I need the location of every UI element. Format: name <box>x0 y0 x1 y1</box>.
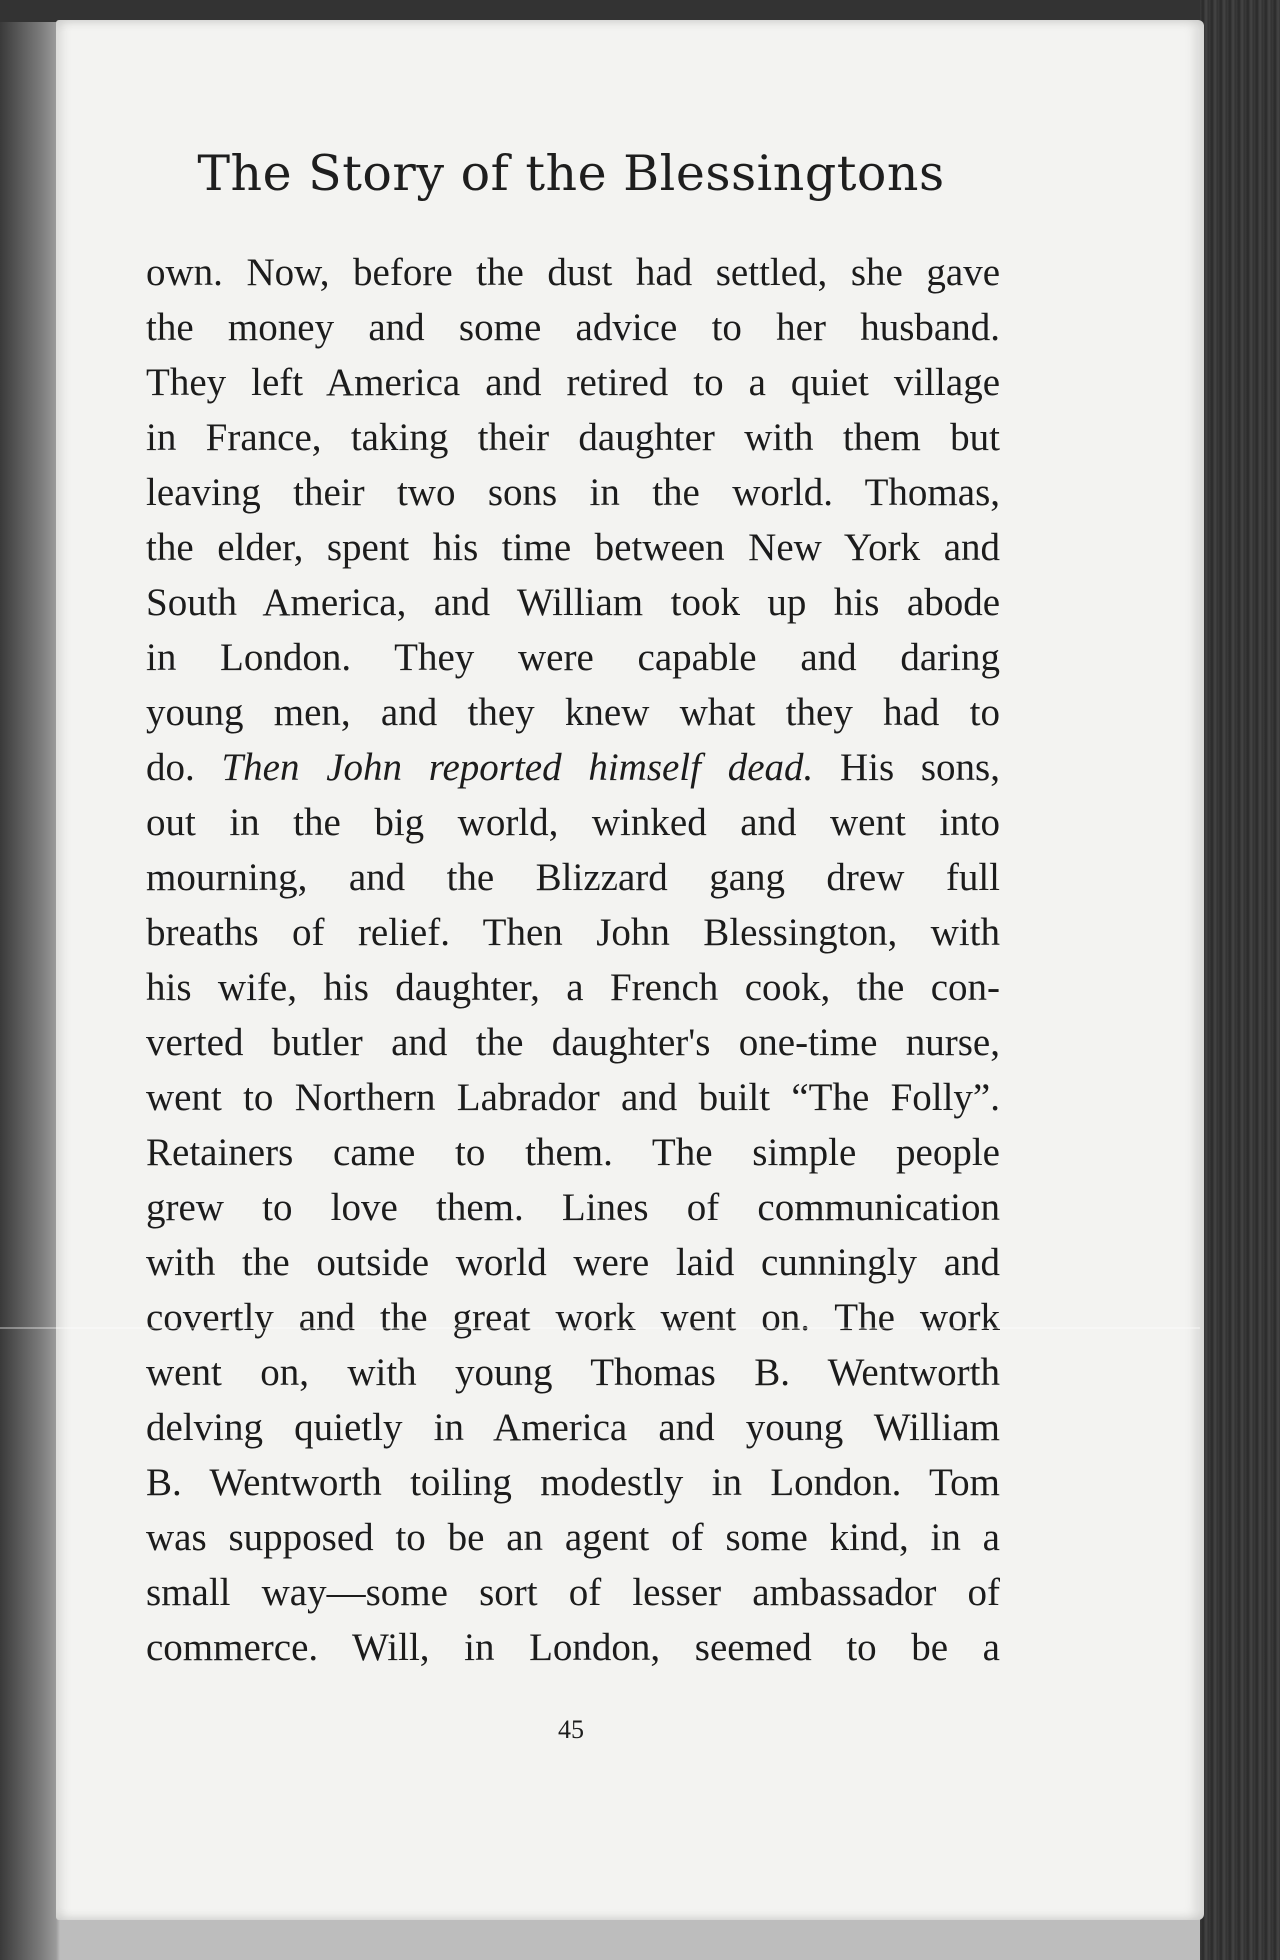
text-line: mourning, and the Blizzard gang drew full <box>146 856 1000 899</box>
text-line: young men, and they knew what they had to <box>146 691 1000 734</box>
text-line <box>146 740 1000 795</box>
scan-top-edge <box>0 0 1280 22</box>
text-line: South America, and William took up his abode <box>146 581 1000 624</box>
scan-artifact-line <box>0 1327 1200 1329</box>
text-line-end: His sons, <box>813 746 1000 789</box>
page-number: 45 <box>558 1715 584 1744</box>
text-line: leaving their two sons in the world. Thomas, <box>146 471 1000 514</box>
text-line: the elder, spent his time between New York and <box>146 526 1000 569</box>
text-line: verted butler and the daughter's one-time nurse, <box>146 1021 1000 1064</box>
text-line: They left America and retired to a quiet village <box>146 361 1000 404</box>
text-line-start: do. <box>146 746 222 789</box>
text-line: went to Northern Labrador and built “The Folly”. <box>146 1076 1000 1119</box>
text-line: delving quietly in America and young William <box>146 1406 1000 1449</box>
body-text <box>146 245 1000 1675</box>
text-line: B. Wentworth toiling modestly in London. Tom <box>146 1461 1000 1504</box>
text-line: breaths of relief. Then John Blessington, with <box>146 911 1000 954</box>
text-line: own. Now, before the dust had settled, she gave <box>146 251 1000 294</box>
text-line: in France, taking their daughter with them but <box>146 416 1000 459</box>
text-line: covertly and the great work went on. The work <box>146 1296 1000 1339</box>
text-line: with the outside world were laid cunningly and <box>146 1241 1000 1284</box>
book-page <box>56 20 1204 1920</box>
text-line: commerce. Will, in London, seemed to be a <box>146 1626 1000 1669</box>
text-line: in London. They were capable and daring <box>146 636 1000 679</box>
text-line: Retainers came to them. The simple people <box>146 1131 1000 1174</box>
book-edge <box>1200 0 1280 1960</box>
text-line: the money and some advice to her husband. <box>146 306 1000 349</box>
text-line: was supposed to be an agent of some kind, in a <box>146 1516 1000 1559</box>
text-line: his wife, his daughter, a French cook, the con- <box>146 966 1000 1009</box>
italic-phrase: Then John reported himself dead. <box>221 746 814 789</box>
text-line: small way—some sort of lesser ambassador of <box>146 1571 1000 1614</box>
text-line: grew to love them. Lines of communication <box>146 1186 1000 1229</box>
text-line: went on, with young Thomas B. Wentworth <box>146 1351 1000 1394</box>
running-title: The Story of the Blessingtons <box>197 145 945 202</box>
text-line: out in the big world, winked and went into <box>146 801 1000 844</box>
